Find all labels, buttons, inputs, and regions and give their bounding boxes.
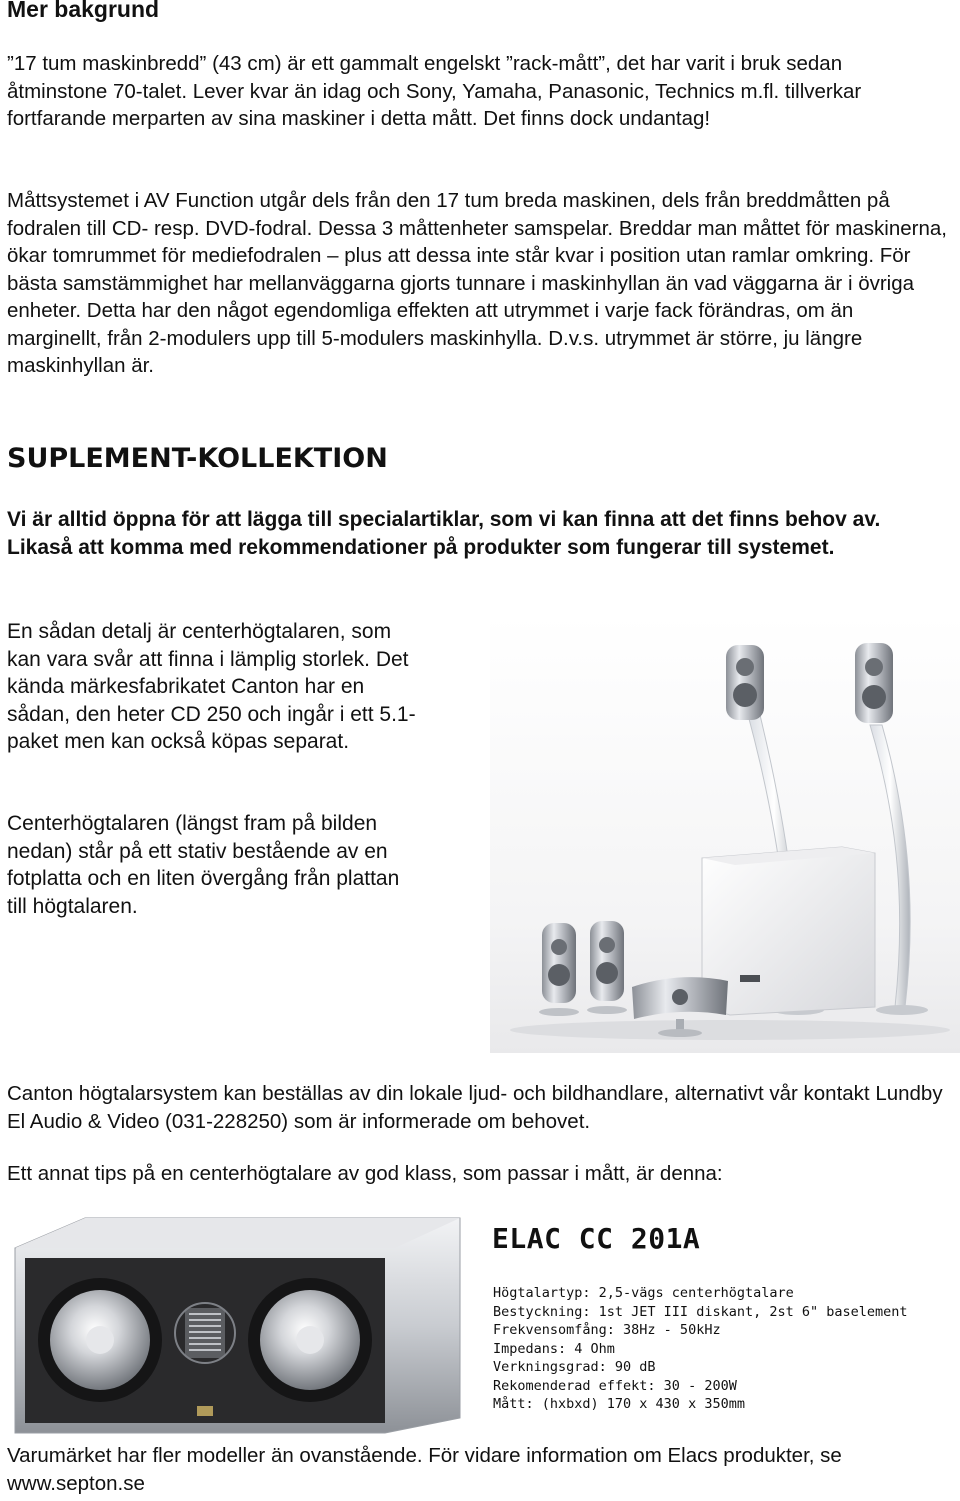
supplement-intro: Vi är alltid öppna för att lägga till specialartiklar, som vi kan finna att det finns behov av. Likaså att komma med rekommendationer på produkter som fungerar till systemet. <box>7 508 881 559</box>
spec-item: Mått: (hxbxd) 170 x 430 x 350mm <box>493 1396 745 1412</box>
paragraph-rack-measure: ”17 tum maskinbredd” (43 cm) är ett gammalt engelskt ”rack-mått”, det har varit i bruk sedan åtminstone 70-talet. Lever kvar än idag och Sony, Yamaha, Panasonic, Technics m.fl. tillverkar fortfarande merparten av sina maskiner i detta mått. Det finns dock undantag! <box>7 52 862 130</box>
elac-spec-list <box>493 1284 908 1414</box>
right-satellite-speaker <box>587 921 627 1014</box>
elac-product-title: ELAC CC 201A <box>492 1222 701 1255</box>
paragraph-canton-order: Canton högtalarsystem kan beställas av din lokale ljud- och bildhandlare, alternativt vår kontakt Lundby El Audio & Video (031-228250) som är informerade om behovet. <box>7 1082 943 1133</box>
paragraph-elac-tip: Ett annat tips på en centerhögtalare av god klass, som passar i mått, är denna: <box>7 1162 723 1185</box>
supplement-heading: SUPLEMENT-KOLLEKTION <box>7 443 388 474</box>
canton-speaker-system-photo <box>490 615 960 1053</box>
spec-item: Frekvensomfång: 38Hz - 50kHz <box>493 1322 721 1338</box>
paragraph-elac-more-info: Varumärket har fler modeller än ovanstående. För vidare information om Elacs produkter, se www.septon.se <box>7 1444 842 1495</box>
paragraph-center-speaker: En sådan detalj är centerhögtalaren, som kan vara svår att finna i lämplig storlek. Det kända märkesfabrikatet Canton har en sådan, den heter CD 250 och ingår i ett 5.1-paket men kan också köpas separat. <box>7 620 416 753</box>
spec-item: Verkningsgrad: 90 dB <box>493 1359 656 1375</box>
spec-item: Högtalartyp: 2,5-vägs centerhögtalare <box>493 1285 794 1301</box>
left-satellite-speaker <box>539 923 579 1016</box>
paragraph-speaker-stand: Centerhögtalaren (längst fram på bilden nedan) står på ett stativ bestående av en fotplatta och en liten övergång från plattan till högtalaren. <box>7 812 400 918</box>
section-heading: Mer bakgrund <box>7 0 160 22</box>
spec-item: Rekomenderad effekt: 30 - 200W <box>493 1377 737 1394</box>
subwoofer <box>702 847 875 1015</box>
canton-speakers-illustration <box>490 615 960 1053</box>
elac-center-speaker-photo <box>5 1208 465 1436</box>
spec-item: Bestyckning: 1st JET III diskant, 2st 6" baselement <box>493 1303 908 1320</box>
paragraph-measurement-system: Måttsystemet i AV Function utgår dels från den 17 tum breda maskinen, dels från breddmåtten på fodralen till CD- resp. DVD-fodral. Dessa 3 måttenheter samspelar. Breddar man måttet för maskinerna, ökar tomrummet för mediefodralen – plus att dessa inte står kvar i position utan ramlar omkring. För bästa samstämmighet har mellanväggarna gjorts tunnare i maskinhyllan än vad väggarna är i övriga enheter. Detta har den något egendomliga effekten att utrymmet i varje fack förändras, om än marginellt, från 2-modulers upp till 5-modulers maskinhylla. D.v.s. utrymmet är större, ju längre maskinhyllan är. <box>7 189 947 377</box>
elac-speaker-illustration <box>5 1208 465 1436</box>
spec-item: Impedans: 4 Ohm <box>493 1340 615 1357</box>
